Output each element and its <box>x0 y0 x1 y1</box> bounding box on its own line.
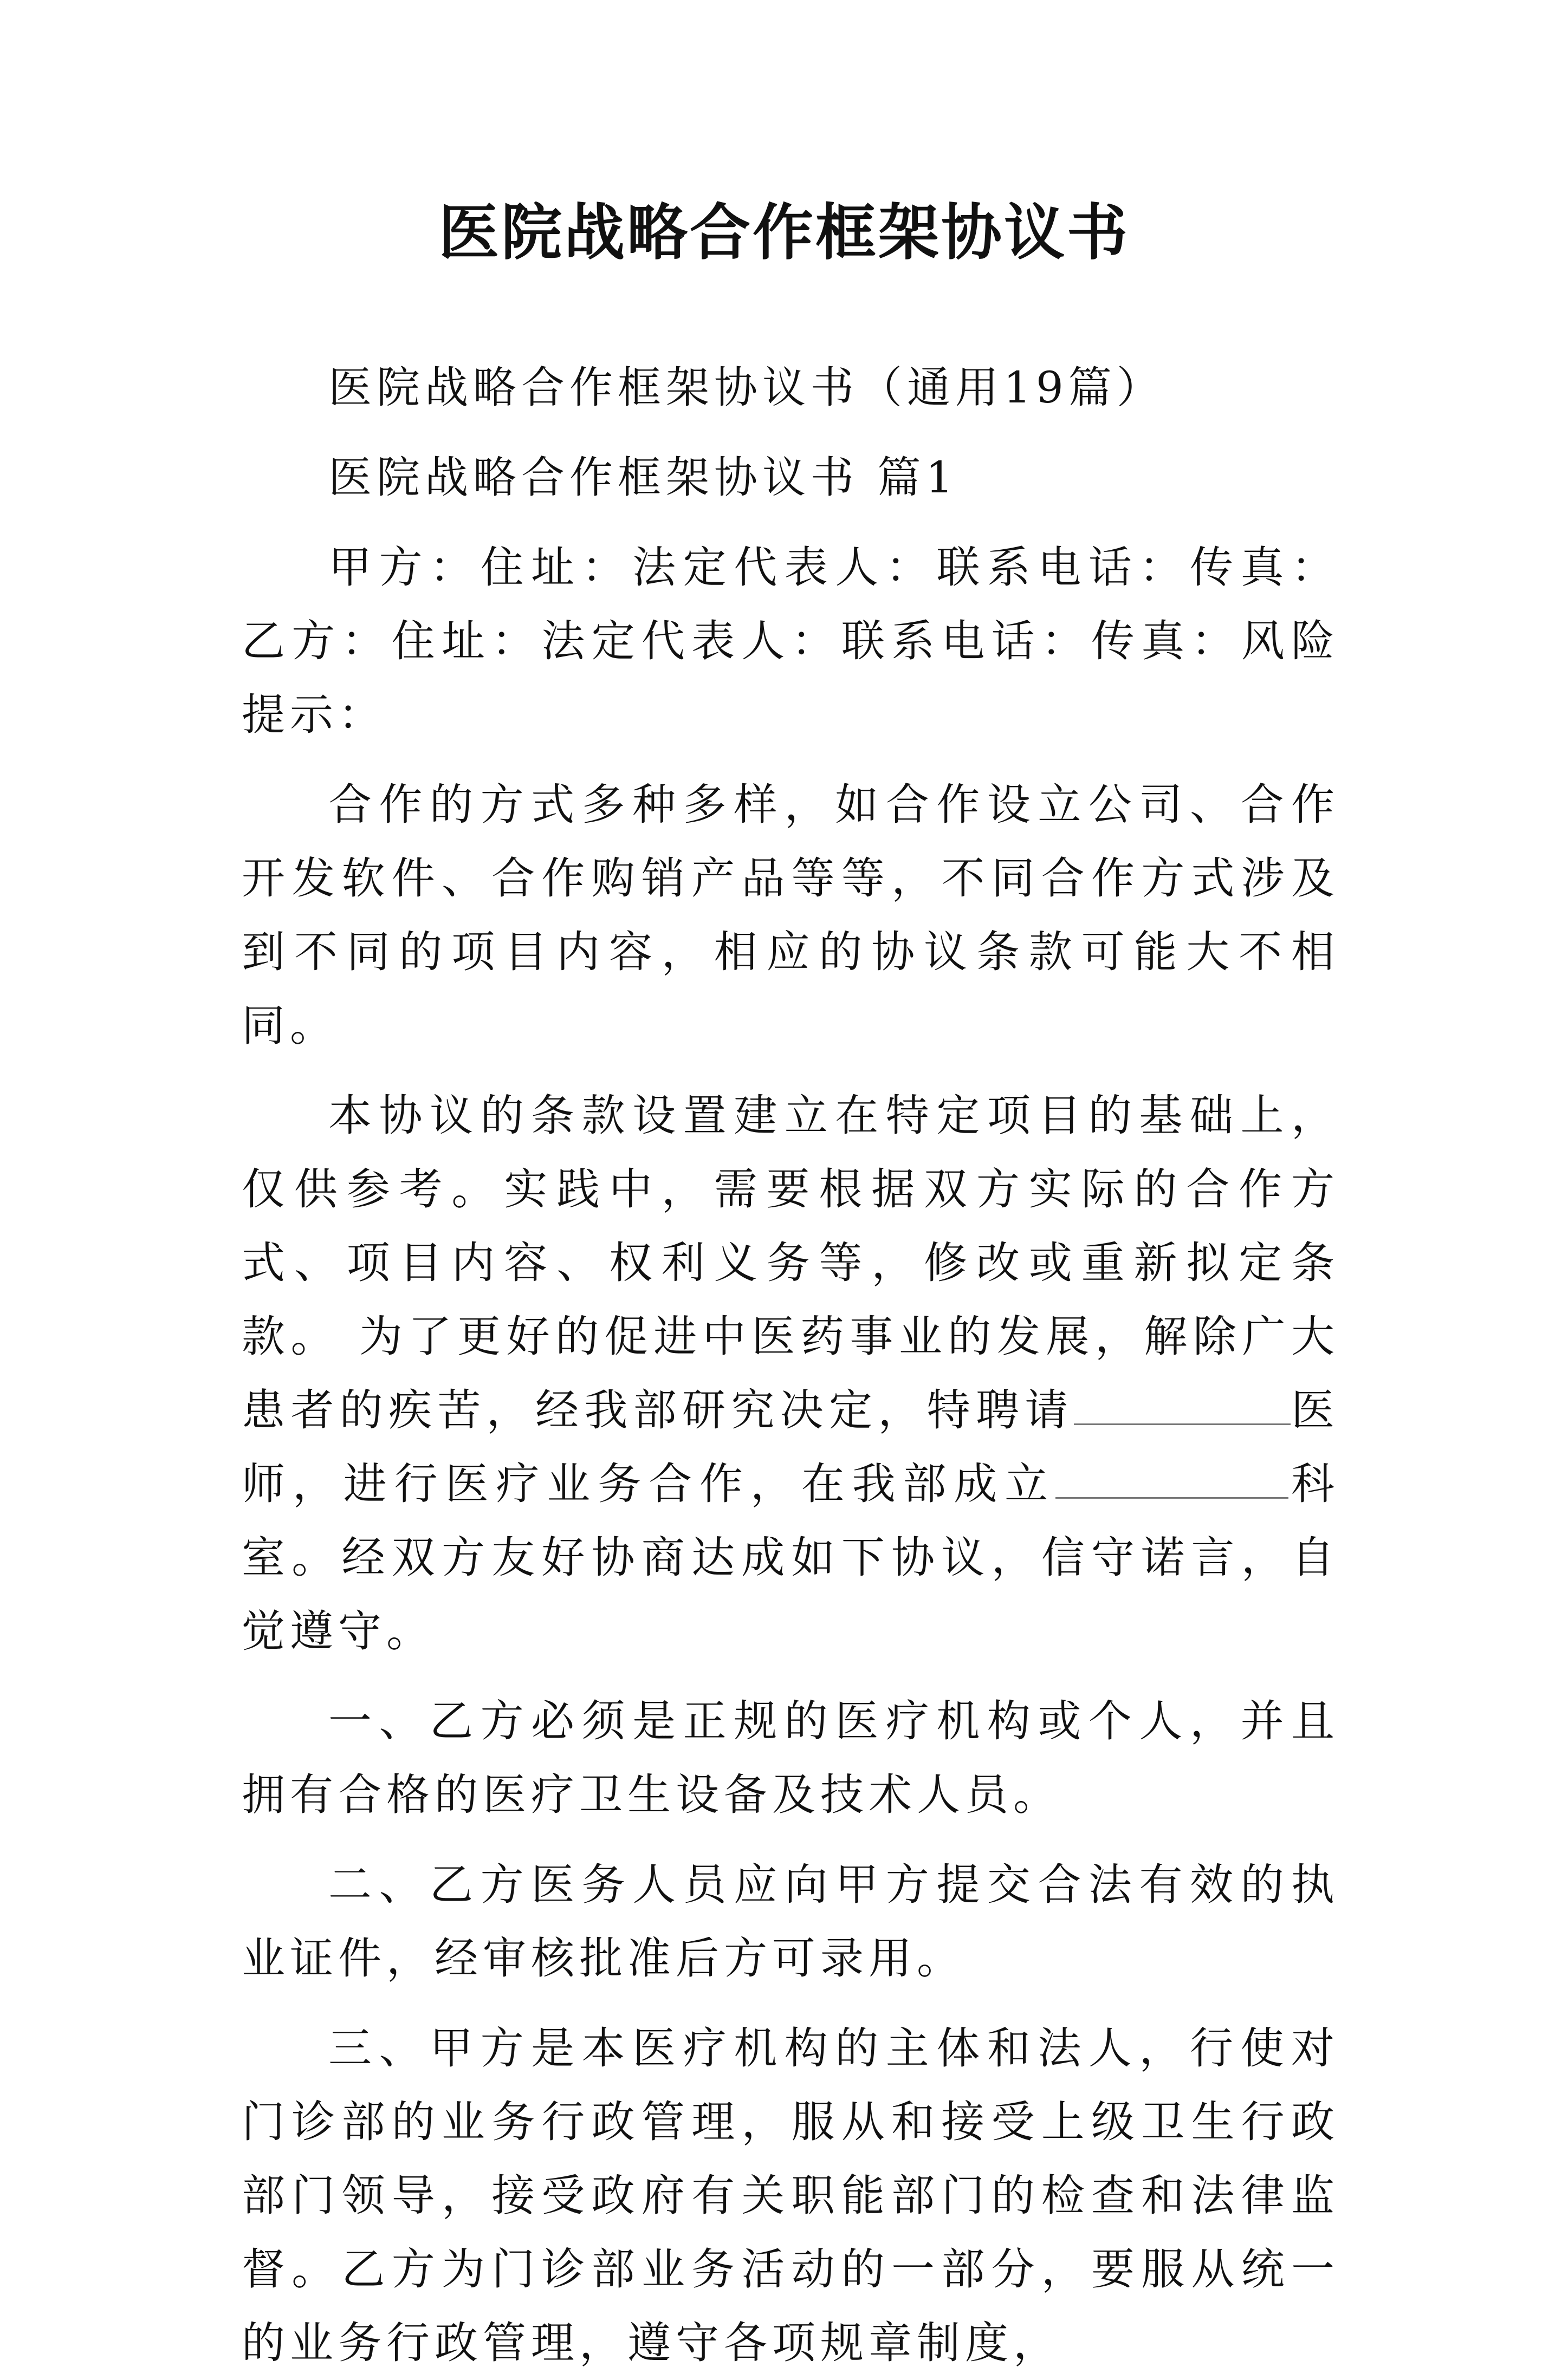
clause-3: 三、甲方是本医疗机构的主体和法人，行使对门诊部的业务行政管理，服从和接受上级卫生行政部门领导，接受政府有关职能部门的检查和法律监督。乙方为门诊部业务活动的一部分，要服从统一的业务行政管理，遵守各项规章制度， <box>242 2023 1339 2368</box>
intro-text-1: 本协议的条款设置建立在特定项目的基础上，仅供参考。实践中，需要根据双方实际的合作方式、项目内容、权利义务等，修改或重新拟定条款。 为了更好的促进中医药事业的发展，解除广大患者的疾苦，经我部研究决定，特聘请 <box>242 1090 1339 1435</box>
document-subtitle: 医院战略合作框架协议书（通用19篇） <box>328 362 1165 413</box>
intro-text-2: 医师，进行医疗业务合作，在我部成立 <box>242 1385 1340 1509</box>
risk-paragraph: 合作的方式多种多样，如合作设立公司、合作开发软件、合作购销产品等等，不同合作方式涉及到不同的项目内容，相应的协议条款可能大不相同。 <box>242 779 1339 1051</box>
doctor-name-blank <box>1074 1384 1291 1425</box>
section-heading: 医院战略合作框架协议书 篇1 <box>328 452 958 503</box>
document-title: 医院战略合作框架协议书 <box>438 197 1130 268</box>
intro-paragraph <box>242 1079 1339 1668</box>
clause-1: 一、乙方必须是正规的医疗机构或个人，并且拥有合格的医疗卫生设备及技术人员。 <box>242 1696 1339 1820</box>
clause-2: 二、乙方医务人员应向甲方提交合法有效的执业证件，经审核批准后方可录用。 <box>242 1859 1339 1984</box>
intro-text-3: 科室。经双方友好协商达成如下协议，信守诺言，自觉遵守。 <box>242 1459 1340 1656</box>
department-name-blank <box>1055 1458 1288 1499</box>
document-body <box>242 351 1339 2380</box>
parties-paragraph: 甲方：住址：法定代表人：联系电话：传真：乙方：住址：法定代表人：联系电话：传真：风险提示： <box>242 542 1339 740</box>
